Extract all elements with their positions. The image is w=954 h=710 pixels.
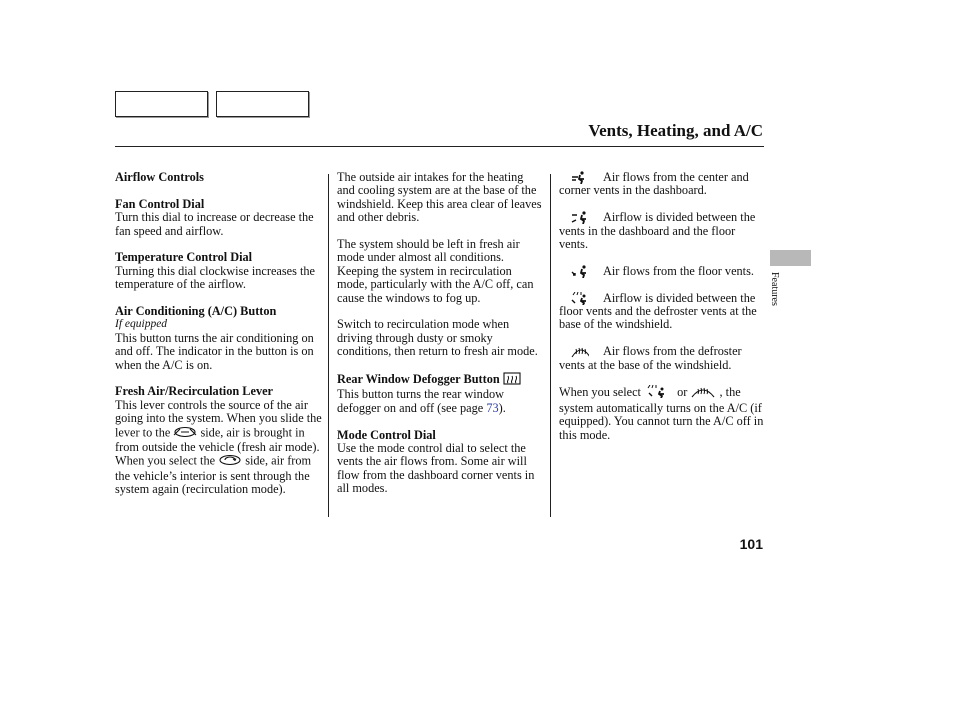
mode-item-floor-defrost: Airflow is divided between the floor vents and the defroster vents at the base of the windshield. bbox=[559, 290, 757, 332]
section-heading-lever: Fresh Air/Recirculation Lever bbox=[115, 384, 274, 399]
temperature-text: Turning this dial clockwise increases the temperature of the airflow. bbox=[115, 263, 316, 292]
column-1 bbox=[115, 171, 323, 497]
bilevel-vent-icon bbox=[559, 211, 603, 224]
rear-defogger-icon bbox=[503, 372, 521, 388]
lever-text: This lever controls the source of the air going into the system. When you slide the lever to the side, air is brought in from outside the vehicle (fresh air mode). When you select the side, air from the vehicle’s interior is sent through the system again (recirculation mode). bbox=[115, 397, 322, 497]
fresh-air-icon bbox=[173, 426, 197, 441]
title-rule bbox=[115, 146, 764, 147]
column-divider bbox=[550, 174, 551, 517]
nav-button-next[interactable] bbox=[216, 91, 309, 117]
defrost-icon bbox=[690, 385, 716, 401]
section-heading-airflow: Airflow Controls bbox=[115, 170, 204, 184]
auto-ac-note: When you select or , the system automatically turns on the A/C (if equipped). You cannot turn the A/C off in this mode. bbox=[559, 385, 764, 442]
dash-vent-icon bbox=[559, 171, 603, 184]
recirculation-icon bbox=[218, 454, 242, 469]
paragraph: Switch to recirculation mode when driving through dusty or smoky conditions, then return to fresh air mode. bbox=[337, 317, 538, 359]
mode-item-dash: Air flows from the center and corner vents in the dashboard. bbox=[559, 170, 749, 198]
floor-defrost-vent-icon bbox=[644, 385, 674, 401]
defrost-icon bbox=[559, 345, 603, 358]
section-heading-fan: Fan Control Dial bbox=[115, 196, 205, 211]
paragraph: The system should be left in fresh air mode under almost all conditions. Keeping the system in recirculation mode, particularly with the A/C off, can cause the windows to fog up. bbox=[337, 237, 534, 305]
floor-vent-icon bbox=[559, 265, 603, 278]
column-2 bbox=[337, 171, 543, 496]
side-tab-label: Features bbox=[769, 272, 780, 306]
mode-item-bilevel: Airflow is divided between the vents in the dashboard and the floor vents. bbox=[559, 210, 756, 252]
paragraph: The outside air intakes for the heating and cooling system are at the base of the windshield. Keep this area clear of leaves and other debris. bbox=[337, 170, 542, 225]
if-equipped-note: If equipped bbox=[115, 318, 168, 331]
section-heading-ac: Air Conditioning (A/C) Button bbox=[115, 304, 277, 319]
section-heading-mode: Mode Control Dial bbox=[337, 427, 436, 442]
page-title: Vents, Heating, and A/C bbox=[588, 121, 763, 140]
mode-item-defrost: Air flows from the defroster vents at the base of the windshield. bbox=[559, 344, 742, 372]
mode-text: Use the mode control dial to select the vents the air flows from. Some air will flow from the dashboard corner vents in all modes. bbox=[337, 441, 535, 496]
floor-defrost-vent-icon bbox=[559, 292, 603, 305]
section-tab[interactable] bbox=[770, 250, 811, 266]
nav-button-previous[interactable] bbox=[115, 91, 208, 117]
page-link[interactable]: 73 bbox=[486, 400, 499, 415]
side-tab-label-wrap bbox=[768, 272, 782, 332]
ac-text: This button turns the air conditioning on and off. The indicator in the button is on when the A/C is on. bbox=[115, 330, 314, 372]
mode-item-floor: Air flows from the floor vents. bbox=[559, 265, 764, 278]
column-3 bbox=[559, 171, 764, 442]
column-divider bbox=[328, 174, 329, 517]
section-heading-defogger: Rear Window Defogger Button bbox=[337, 372, 543, 388]
page-number: 101 bbox=[739, 536, 763, 552]
fan-text: Turn this dial to increase or decrease the fan speed and airflow. bbox=[115, 210, 314, 238]
defogger-text: This button turns the rear window defogger on and off (see page 73). bbox=[337, 387, 506, 415]
section-heading-temperature: Temperature Control Dial bbox=[115, 250, 253, 265]
